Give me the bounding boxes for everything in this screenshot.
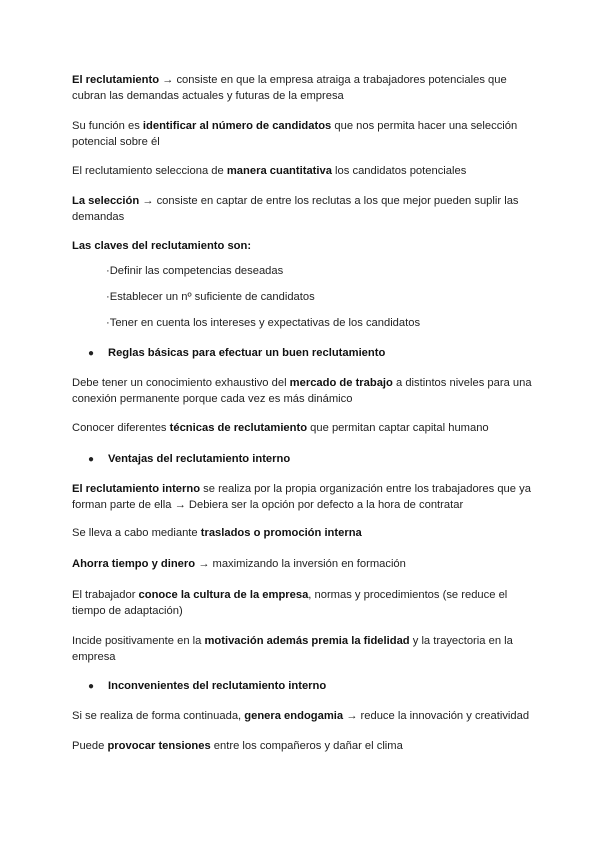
bullet-icon: ● — [88, 348, 95, 359]
section-heading-inconvenientes — [88, 678, 548, 695]
paragraph-text: El reclutamiento selecciona de — [72, 165, 227, 177]
list-item-text: ·Tener en cuenta los intereses y expectativas de los candidatos — [106, 317, 421, 329]
paragraph-text: y la trayectoria en la empresa — [72, 635, 513, 663]
paragraph-text: Debe tener un conocimiento exhaustivo del — [72, 377, 290, 389]
paragraph-seleccion-definition — [72, 193, 532, 225]
paragraph-text: → consiste en captar de entre los reclutas a los que mejor pueden suplir las demandas — [72, 195, 519, 223]
bold-term: traslados o promoción interna — [200, 527, 362, 539]
paragraph-endogamia — [72, 708, 532, 724]
bullet-icon: ● — [88, 681, 95, 692]
paragraph-reclutamiento-interno — [72, 481, 532, 513]
paragraph-cultura — [72, 587, 532, 619]
bold-term: motivación además premia la fidelidad — [204, 635, 410, 647]
bold-term: El reclutamiento — [72, 74, 160, 86]
paragraph-funcion — [72, 118, 532, 150]
paragraph-text: , normas y procedimientos (se reduce el tiempo de adaptación) — [72, 589, 508, 617]
section-heading-ventajas — [88, 451, 548, 468]
bold-term: provocar tensiones — [107, 740, 211, 752]
paragraph-mercado — [72, 375, 532, 407]
bold-term: El reclutamiento interno — [72, 483, 201, 495]
paragraph-text: Puede — [72, 740, 108, 752]
bold-term: Inconvenientes del reclutamiento interno — [108, 680, 327, 692]
paragraph-text: → consiste en que la empresa atraiga a trabajadores potenciales que cubran las demandas actuales y futuras de la empresa — [72, 74, 507, 102]
list-item-text: ·Establecer un nº suficiente de candidatos — [106, 291, 315, 303]
bold-term: Las claves del reclutamiento son: — [72, 240, 252, 252]
paragraph-text: que permitan captar capital humano — [307, 422, 489, 434]
paragraph-text: El trabajador — [72, 589, 139, 601]
paragraph-reclutamiento-definition — [72, 72, 532, 104]
bold-term: manera cuantitativa — [226, 165, 332, 177]
list-item — [106, 315, 566, 331]
list-item — [106, 263, 566, 279]
paragraph-tecnicas — [72, 420, 532, 436]
list-item — [106, 289, 566, 305]
paragraph-tensiones — [72, 738, 532, 754]
paragraph-text: se realiza por la propia organización entre los trabajadores que ya forman parte de ella → Debiera ser la opción por defecto a la hora de contratar — [72, 483, 531, 511]
paragraph-text: → reduce la innovación y creatividad — [343, 710, 530, 722]
bold-term: La selección — [72, 195, 140, 207]
bold-term: mercado de trabajo — [289, 377, 393, 389]
bold-term: conoce la cultura de la empresa — [138, 589, 309, 601]
paragraph-text: Se lleva a cabo mediante — [72, 527, 201, 539]
paragraph-text: Incide positivamente en la — [72, 635, 205, 647]
bold-term: genera endogamia — [244, 710, 344, 722]
bullet-icon: ● — [88, 454, 95, 465]
heading-claves — [72, 238, 532, 254]
section-heading-reglas — [88, 345, 548, 362]
paragraph-traslados — [72, 525, 532, 541]
bold-term: identificar al número de candidatos — [142, 120, 332, 132]
paragraph-text: que nos permita hacer una selección potencial sobre él — [72, 120, 518, 148]
paragraph-ahorra — [72, 556, 532, 572]
paragraph-text: → maximizando la inversión en formación — [195, 558, 406, 570]
bold-term: Ahorra tiempo y dinero — [72, 558, 196, 570]
paragraph-text: Conocer diferentes — [72, 422, 170, 434]
bold-term: Reglas básicas para efectuar un buen reclutamiento — [108, 347, 386, 359]
paragraph-text: Si se realiza de forma continuada, — [72, 710, 245, 722]
paragraph-text: Su función es — [72, 120, 143, 132]
paragraph-text: a distintos niveles para una conexión permanente porque cada vez es más dinámico — [72, 377, 532, 405]
list-item-text: ·Definir las competencias deseadas — [106, 265, 284, 277]
paragraph-seleccion-cuantitativa — [72, 163, 532, 179]
paragraph-motivacion — [72, 633, 532, 665]
paragraph-text: entre los compañeros y dañar el clima — [210, 740, 403, 752]
paragraph-text: los candidatos potenciales — [331, 165, 467, 177]
bold-term: Ventajas del reclutamiento interno — [108, 453, 291, 465]
bold-term: técnicas de reclutamiento — [169, 422, 308, 434]
